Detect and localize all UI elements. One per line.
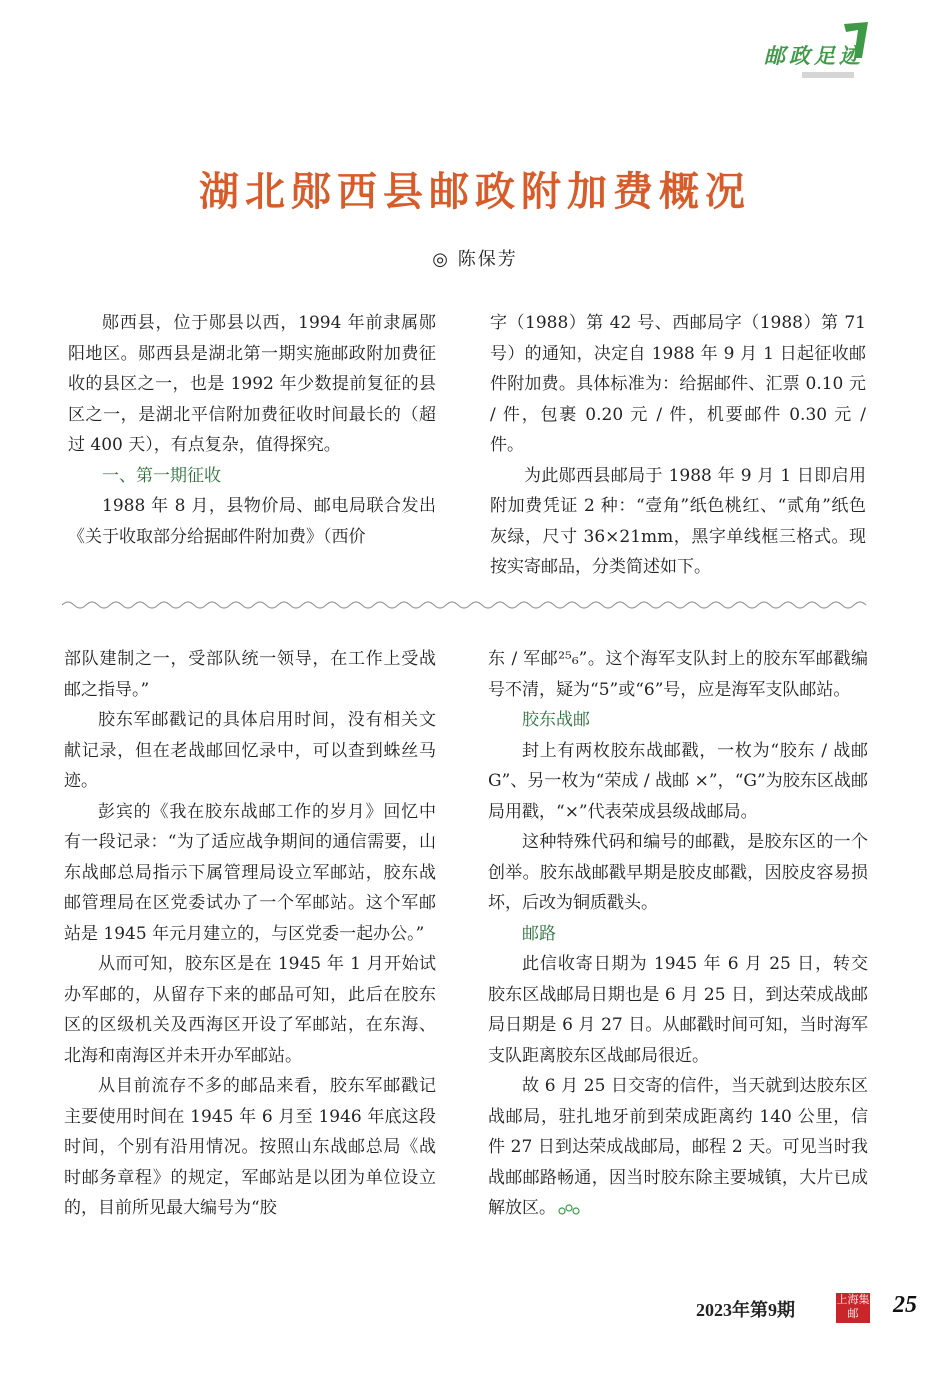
paragraph: 从目前流存不多的邮品来看，胶东军邮戳记主要使用时间在 1945 年 6 月至 1946 年底这段时间，个别有沿用情况。按照山东战邮总局《战时邮务章程》的规定，军邮站是以团为单位设立的，目前所见最大编号为“胶 [64, 1076, 436, 1218]
paragraph: 这种特殊代码和编号的邮戳，是胶东区的一个创举。胶东战邮戳早期是胶皮邮戳，因胶皮容易损坏，后改为铜质戳头。 [488, 832, 868, 913]
paragraph-text: 此信收寄日期为 1945 年 6 月 25 日，转交胶东区战邮局日期也是 6 月 25 日，到达荣成战邮局日期是 6 月 27 日。从邮戳时间可知，当时海军支队距离胶东区战邮局很近。 [488, 954, 868, 1066]
top-left-column [68, 308, 436, 552]
paragraph: 部队建制之一，受部队统一领导，在工作上受战邮之指导。” [64, 649, 436, 700]
bottom-left-column [64, 644, 436, 1224]
wavy-divider [62, 598, 868, 612]
end-flower-icon [556, 1202, 582, 1216]
paragraph: 为此郧西县邮局于 1988 年 9 月 1 日即启用附加费凭证 2 种：“壹角”纸色桃红、“贰角”纸色灰绿，尺寸 36×21mm，黑字单线框三格式。现按实寄邮品，分类简述如下。 [490, 465, 866, 577]
paragraph [488, 949, 868, 1071]
top-right-column [490, 308, 866, 583]
column-tag: 邮政足迹 [764, 43, 864, 68]
paragraph: 彭宾的《我在胶东战邮工作的岁月》回忆中有一段记录：“为了适应战争期间的通信需要，山东战邮总局指示下属管理局设立军邮站，胶东战邮管理局在区党委试办了一个军邮站。这个军邮站是 1945 年元月建立的，与区党委一起办公。” [64, 801, 436, 944]
paragraph: 郧西县，位于郧县以西，1994 年前隶属郧阳地区。郧西县是湖北第一期实施邮政附加费征收的县区之一，也是 1992 年少数提前复征的县区之一，是湖北平信附加费征收时间最长的（超过 400 天），有点复杂，值得探究。 [68, 313, 436, 455]
article-author: ◎ 陈保芳 [432, 249, 518, 270]
bottom-right-column [488, 644, 868, 1224]
subsection-heading: 邮路 [522, 923, 556, 944]
paragraph [488, 1071, 868, 1224]
paragraph: 胶东军邮戳记的具体启用时间，没有相关文献记录，但在老战邮回忆录中，可以查到蛛丝马迹。 [64, 710, 436, 791]
paragraph: 封上有两枚胶东战邮戳，一枚为“胶东 / 战邮 G”、另一枚为“荣成 / 战邮 ×”，“G”为胶东区战邮局用戳，“×”代表荣成县级战邮局。 [488, 740, 868, 822]
magazine-logo: 上海集邮 [836, 1293, 870, 1323]
paragraph: 东 / 军邮²⁵₆”。这个海军支队封上的胶东军邮戳编号不清，疑为“5”或“6”号，应是海军支队邮站。 [488, 649, 868, 700]
header-stripe [802, 72, 854, 78]
paragraph-text: 故 6 月 25 日交寄的信件，当天就到达胶东区战邮局，驻扎地牙前到荣成距离约 140 公里，信件 27 日到达荣成战邮局，邮程 2 天。可见当时我战邮邮路畅通，因当时胶东除主要城镇，大片已成解放区。 [488, 1076, 868, 1218]
subsection-heading: 胶东战邮 [522, 710, 590, 730]
paragraph: 1988 年 8 月，县物价局、邮电局联合发出《关于收取部分给据邮件附加费》（西价 [68, 496, 436, 547]
section-heading: 一、第一期征收 [102, 465, 221, 486]
article-title: 湖北郧西县邮政附加费概况 [199, 168, 751, 215]
page-number: 25 [893, 1292, 917, 1318]
paragraph: 字（1988）第 42 号、西邮局字（1988）第 71 号）的通知，决定自 1988 年 9 月 1 日起征收邮件附加费。具体标准为：给据邮件、汇票 0.10 元 / 件，包裹 0.20 元 / 件，机要邮件 0.30 元 / 件。 [490, 313, 866, 455]
issue-label: 2023年第9期 [696, 1300, 795, 1320]
paragraph: 从而可知，胶东区是在 1945 年 1 月开始试办军邮的，从留存下来的邮品可知，此后在胶东区的区级机关及西海区开设了军邮站，在东海、北海和南海区并未开办军邮站。 [64, 954, 436, 1066]
